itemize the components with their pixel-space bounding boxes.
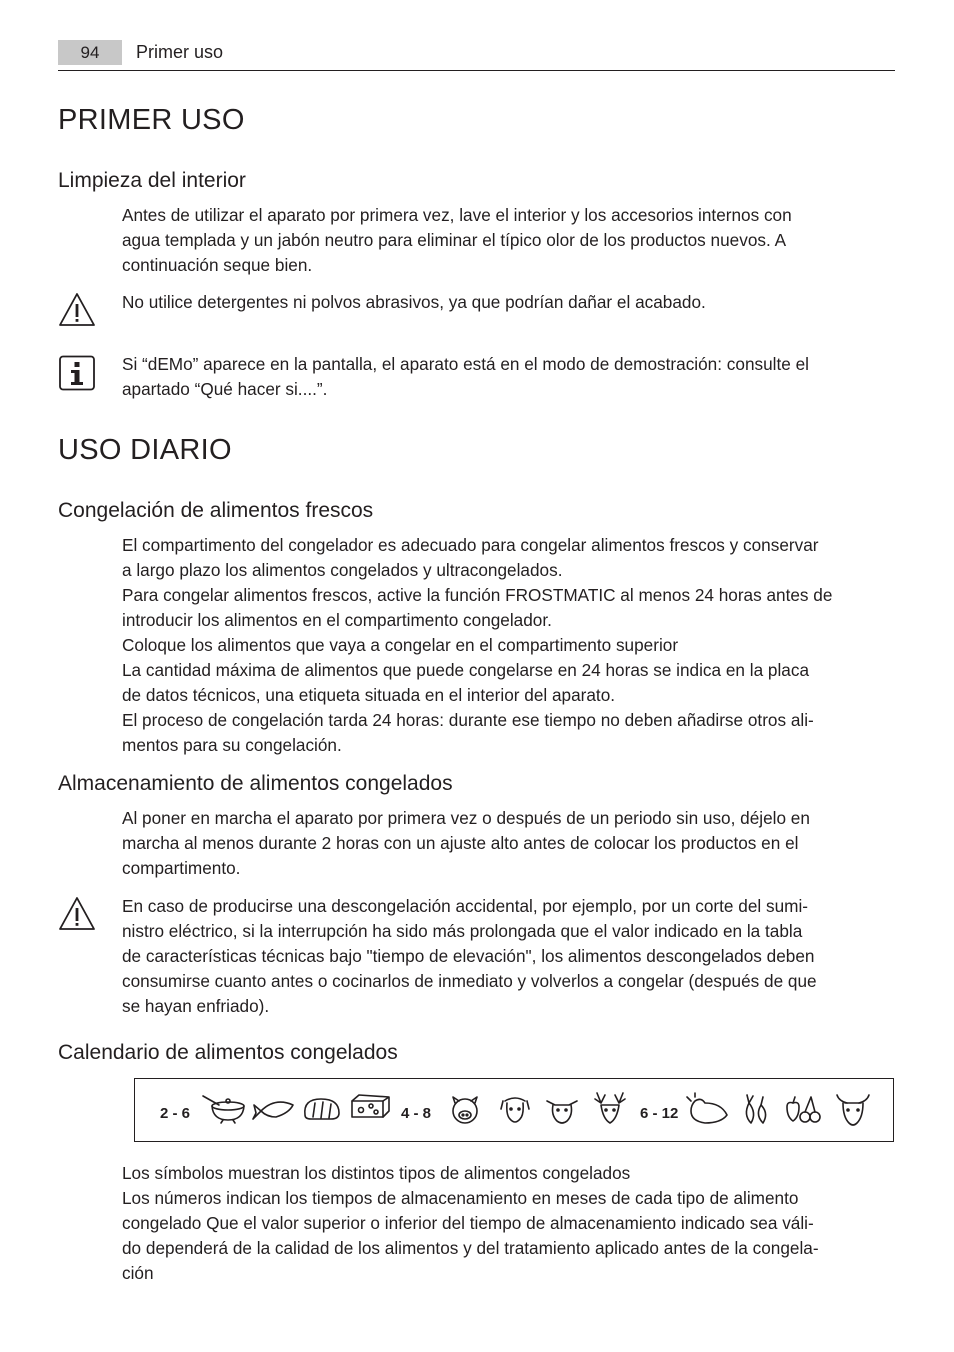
text-line: Coloque los alimentos que vaya a congelar en el compartimento superior [122, 635, 679, 655]
vegetables-icon [746, 1095, 765, 1123]
running-title: Primer uso [136, 42, 224, 62]
text-line: Si “dEMo” aparece en la pantalla, el aparato está en el modo de demostración: consulte el [122, 354, 809, 374]
poultry-icon [687, 1093, 727, 1123]
bread-icon [305, 1099, 339, 1119]
text-line: Antes de utilizar el aparato por primera vez, lave el interior y los accesorios internos con [122, 205, 792, 225]
range-label: 2 - 6 [160, 1105, 191, 1122]
paragraph-limpieza [122, 203, 892, 278]
text-line: En caso de producirse una descongelación accidental, por ejemplo, por un corte del sumi- [122, 896, 808, 916]
cheese-icon [352, 1095, 389, 1117]
text-line: compartimento. [122, 858, 241, 878]
warning-icon [58, 292, 96, 328]
text-line: consumirse cuanto antes o cocinarlos de inmediato y volverlos a congelar (después de que [122, 971, 817, 991]
heading-calendario: Calendario de alimentos congelados [58, 1041, 398, 1064]
soup-pot-icon [203, 1096, 244, 1123]
heading-congelacion: Congelación de alimentos frescos [58, 499, 374, 522]
calf-icon [547, 1101, 577, 1123]
text-line: El proceso de congelación tarda 24 horas: durante ese tiempo no deben añadirse otros ali- [122, 710, 814, 730]
text-line: ción [122, 1263, 154, 1283]
text-line: introducir los alimentos en el compartimento congelador. [122, 610, 552, 630]
text-line: mentos para su congelación. [122, 735, 342, 755]
text-line: se hayan enfriado). [122, 996, 270, 1016]
warning-text-limpieza [122, 290, 892, 315]
text-line: nistro eléctrico, si la interrupción ha sido más prolongada que el valor indicado en la tabla [122, 921, 803, 941]
range-label: 4 - 8 [401, 1105, 432, 1122]
warning-icon [58, 896, 96, 932]
text-line: de características técnicas bajo "tiempo de elevación", los alimentos descongelados deben [122, 946, 815, 966]
text-line: a largo plazo los alimentos congelados y ultracongelados. [122, 560, 563, 580]
text-line: continuación seque bien. [122, 255, 313, 275]
paragraph-almacenamiento [122, 806, 892, 881]
text-line: Los números indican los tiempos de almacenamiento en meses de cada tipo de alimento [122, 1188, 799, 1208]
fruit-icon [787, 1097, 820, 1122]
text-line: marcha al menos durante 2 horas con un ajuste alto antes de colocar los productos en el [122, 833, 799, 853]
info-text-demo [122, 352, 892, 402]
pig-icon [453, 1097, 477, 1123]
sheep-icon [501, 1098, 529, 1122]
deer-icon [595, 1093, 625, 1123]
info-icon [58, 355, 96, 391]
text-line: El compartimento del congelador es adecuado para congelar alimentos frescos y conservar [122, 535, 819, 555]
text-line: apartado “Qué hacer si....”. [122, 379, 328, 399]
text-line: Al poner en marcha el aparato por primera vez o después de un periodo sin uso, déjelo en [122, 808, 810, 828]
paragraph-congelacion [122, 533, 892, 758]
section-title-primer-uso: PRIMER USO [58, 104, 245, 136]
fish-icon [253, 1102, 293, 1119]
heading-limpieza: Limpieza del interior [58, 169, 246, 192]
header-rule [58, 70, 895, 71]
range-label: 6 - 12 [640, 1105, 679, 1122]
food-calendar [134, 1078, 894, 1142]
text-line: No utilice detergentes ni polvos abrasivos, ya que podrían dañar el acabado. [122, 292, 706, 312]
text-line: de datos técnicos, una etiqueta situada en el interior del aparato. [122, 685, 616, 705]
warning-text-descongelacion [122, 894, 892, 1019]
paragraph-calendario [122, 1161, 892, 1286]
text-line: Para congelar alimentos frescos, active la función FROSTMATIC al menos 24 horas antes de [122, 585, 833, 605]
text-line: La cantidad máxima de alimentos que puede congelarse en 24 horas se indica en la placa [122, 660, 809, 680]
section-title-uso-diario: USO DIARIO [58, 434, 232, 466]
page-number: 94 [58, 40, 122, 65]
cow-icon [837, 1095, 869, 1125]
text-line: Los símbolos muestran los distintos tipos de alimentos congelados [122, 1163, 631, 1183]
heading-almacenamiento: Almacenamiento de alimentos congelados [58, 772, 453, 795]
text-line: agua templada y un jabón neutro para eliminar el típico olor de los productos nuevos. A [122, 230, 787, 250]
text-line: congelado Que el valor superior o inferior del tiempo de almacenamiento indicado sea váli- [122, 1213, 814, 1233]
text-line: do dependerá de la calidad de los alimentos y del tratamiento aplicado antes de la congela- [122, 1238, 819, 1258]
